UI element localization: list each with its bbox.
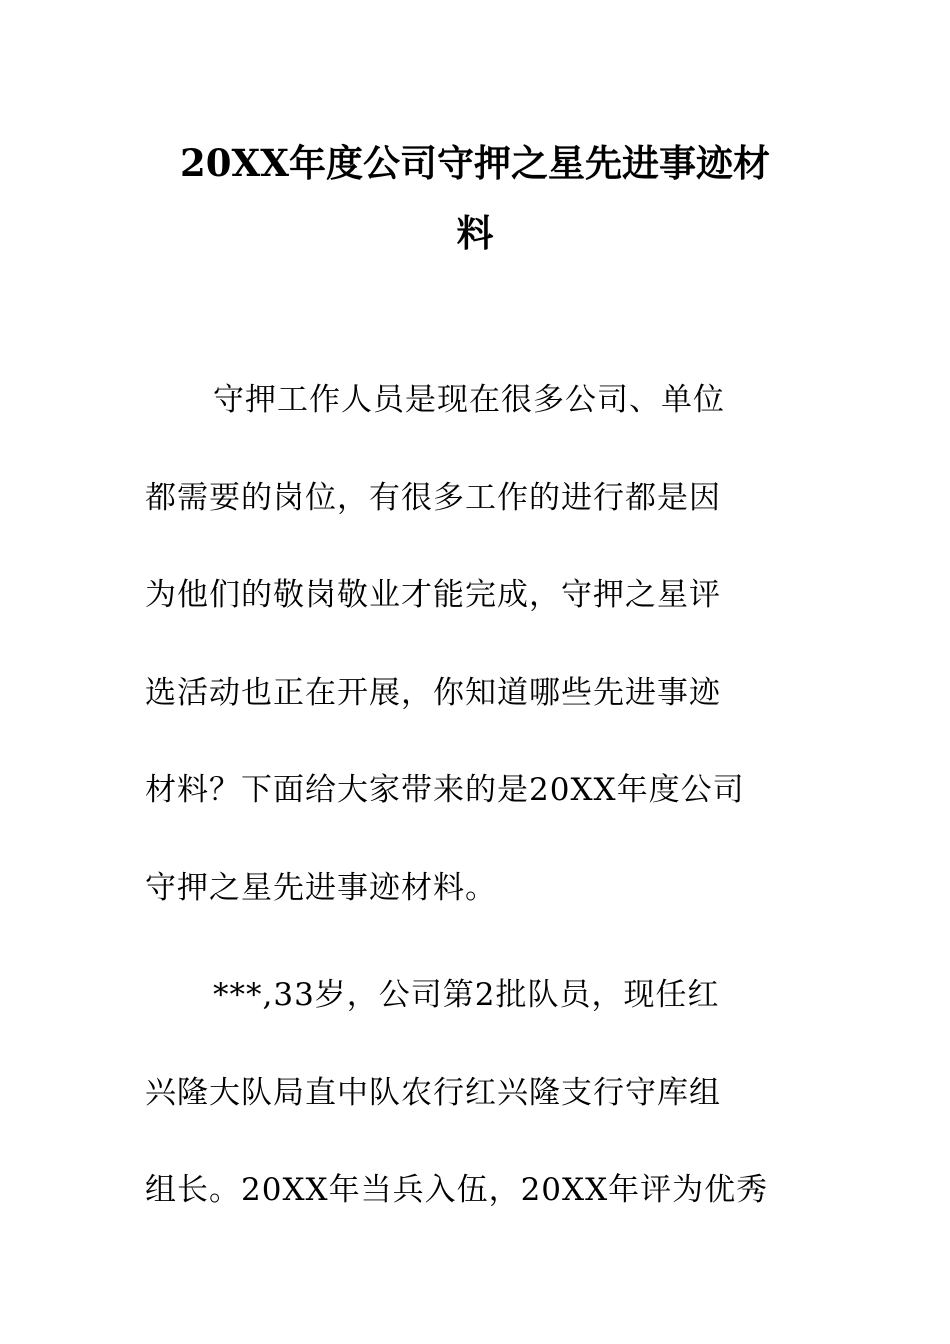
paragraph-line: 兴隆大队局直中队农行红兴隆支行守库组 [145, 1074, 721, 1111]
paragraph-line: 选活动也正在开展，你知道哪些先进事迹 [145, 674, 721, 711]
document-title [145, 128, 805, 268]
paragraph-line: 守押工作人员是现在很多公司、单位 [213, 382, 725, 418]
paragraph-line: 守押之星先进事迹材料。 [145, 869, 497, 906]
title-line: 料 [456, 211, 494, 255]
paragraph-line: ***,33岁，公司第2批队员，现任红 [213, 977, 720, 1013]
paragraph-line: 为他们的敬岗敬业才能完成，守押之星评 [145, 577, 721, 613]
paragraph-profile [145, 947, 795, 1240]
paragraph-line: 都需要的岗位，有很多工作的进行都是因 [145, 479, 721, 516]
paragraph-line: 材料？下面给大家带来的是20XX年度公司 [145, 772, 745, 808]
title-line: 20XX年度公司守押之星先进事迹材 [180, 141, 770, 185]
paragraph-intro [145, 352, 795, 937]
paragraph-line: 组长。20XX年当兵入伍，20XX年评为优秀 [145, 1172, 769, 1208]
